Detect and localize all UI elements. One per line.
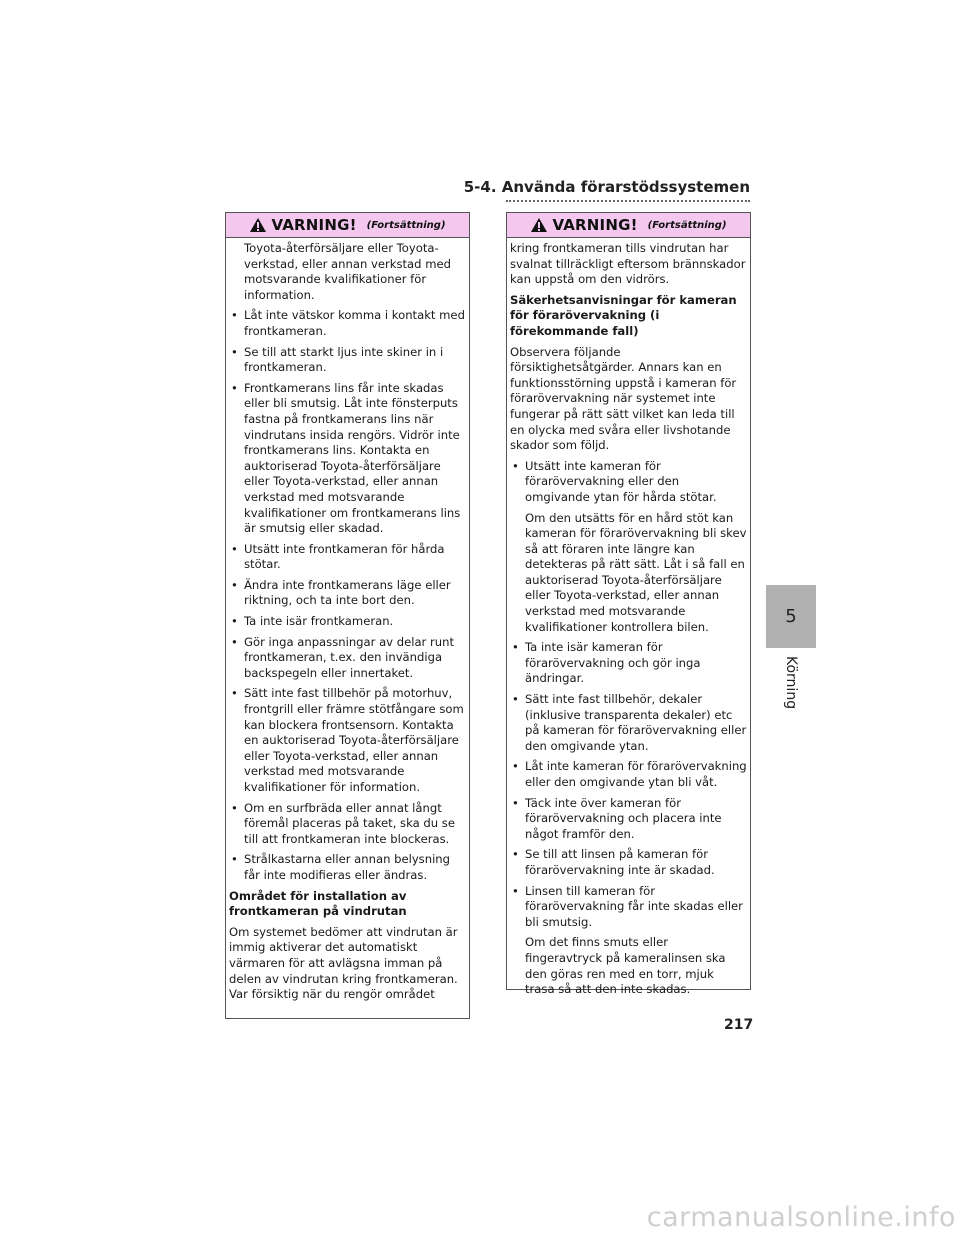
warning-title: VARNING! bbox=[552, 216, 638, 234]
bullet-text: Utsätt inte frontkameran för hårda stötar. bbox=[244, 541, 445, 572]
bullet-item bbox=[229, 614, 466, 630]
bullet-text: Om en surfbräda eller annat långt föremål placeras på taket, ska du se till att frontkameran inte blockeras. bbox=[244, 800, 455, 846]
bullet-text: Ändra inte frontkamerans läge eller riktning, och ta inte bort den. bbox=[244, 577, 451, 608]
bullet-item bbox=[510, 640, 747, 687]
bullet-text: Gör inga anpassningar av delar runt frontkameran, t.ex. den invändiga backspegeln eller innertaket. bbox=[244, 634, 455, 680]
bullet-item bbox=[229, 308, 466, 339]
bullet-text: Se till att linsen på kameran för förarövervakning inte är skadad. bbox=[525, 847, 715, 877]
warning-header bbox=[226, 213, 469, 238]
warning-triangle-icon bbox=[249, 217, 267, 233]
warning-header bbox=[507, 213, 750, 238]
warning-box-right bbox=[506, 212, 751, 997]
bullet-dot-icon: • bbox=[231, 686, 238, 701]
bullet-item bbox=[510, 692, 747, 754]
paragraph: Observera följande försiktighetsåtgärder. Annars kan en funktionsstörning uppstå i kameran för förarövervakning när systemet inte fungerar på rätt sätt vilket kan leda till en olycka med svåra eller livshotande skador som följd. bbox=[510, 344, 737, 453]
bullet-item bbox=[229, 852, 466, 883]
bullet-text: Låt inte vätskor komma i kontakt med frontkameran. bbox=[244, 308, 465, 338]
bullet-dot-icon: • bbox=[231, 614, 238, 629]
watermark: carmanualsonline.info bbox=[646, 1202, 956, 1233]
chapter-label: Körning bbox=[783, 656, 799, 710]
bullet-text: Ta inte isär kameran för förarövervakning och gör inga ändringar. bbox=[525, 640, 701, 686]
warning-body bbox=[507, 238, 750, 998]
subsection-heading: Området för installation av frontkameran på vindrutan bbox=[229, 888, 407, 919]
bullet-continuation: Om det finns smuts eller fingeravtryck på kameralinsen ska den göras ren med en torr, mjuk trasa så att den inte skadas. bbox=[525, 935, 726, 997]
bullet-continuation: Om den utsätts för en hård stöt kan kameran för förarövervakning bli skev så att föraren inte längre kan detekteras på rätt sätt. Låt i så fall en auktoriserad Toyota-återförsäljare eller Toyota-verkstad, eller annan verkstad med motsvarande kvalifikationer kontrollera bilen. bbox=[525, 510, 747, 634]
warning-triangle-icon bbox=[530, 217, 548, 233]
bullet-dot-icon: • bbox=[231, 344, 238, 359]
bullet-text: Strålkastarna eller annan belysning får inte modifieras eller ändras. bbox=[244, 852, 450, 882]
bullet-dot-icon: • bbox=[512, 692, 519, 707]
bullet-dot-icon: • bbox=[231, 577, 238, 592]
bullet-text: Ta inte isär frontkameran. bbox=[244, 614, 394, 629]
bullet-dot-icon: • bbox=[231, 852, 238, 867]
chapter-number: 5 bbox=[785, 606, 797, 627]
bullet-item bbox=[229, 381, 466, 537]
bullet-dot-icon: • bbox=[512, 883, 519, 898]
bullet-text: Sätt inte fast tillbehör, dekaler (inklusive transparenta dekaler) etc på kameran för förarövervakning eller den omgivande ytan. bbox=[525, 692, 747, 753]
bullet-dot-icon: • bbox=[512, 847, 519, 862]
subsection-heading: Säkerhetsanvisningar för kameran för förarövervakning (i förekommande fall) bbox=[510, 292, 737, 338]
bullet-item bbox=[229, 635, 466, 682]
bullet-item bbox=[510, 847, 747, 878]
warning-title: VARNING! bbox=[271, 216, 357, 234]
bullet-text: Utsätt inte kameran för förarövervakning eller den omgivande ytan för hårda stötar. bbox=[525, 458, 717, 504]
warning-continued: (Fortsättning) bbox=[366, 219, 446, 231]
paragraph: kring frontkameran tills vindrutan har svalnat tillräckligt eftersom brännskador kan uppstå om den vidrörs. bbox=[510, 241, 746, 287]
bullet-dot-icon: • bbox=[231, 634, 238, 649]
bullet-dot-icon: • bbox=[512, 458, 519, 473]
bullet-dot-icon: • bbox=[512, 795, 519, 810]
bullet-text: Låt inte kameran för förarövervakning eller den omgivande ytan bli våt. bbox=[525, 759, 747, 789]
bullet-dot-icon: • bbox=[231, 308, 238, 323]
bullet-dot-icon: • bbox=[231, 541, 238, 556]
bullet-text: Linsen till kameran för förarövervakning får inte skadas eller bli smutsig. bbox=[525, 883, 743, 929]
bullet-dot-icon: • bbox=[512, 640, 519, 655]
bullet-dot-icon: • bbox=[231, 380, 238, 395]
bullet-item bbox=[229, 542, 466, 573]
warning-body bbox=[226, 238, 469, 1003]
bullet-text: Se till att starkt ljus inte skiner in i frontkameran. bbox=[244, 344, 444, 375]
section-title: 5-4. Använda förarstödssystemen bbox=[463, 178, 750, 196]
bullet-item bbox=[510, 459, 747, 506]
section-title-rule bbox=[506, 200, 750, 202]
bullet-item bbox=[510, 759, 747, 790]
bullet-text: Täck inte över kameran för förarövervakning och placera inte något framför den. bbox=[525, 795, 722, 841]
page-number: 217 bbox=[724, 1017, 754, 1033]
bullet-dot-icon: • bbox=[231, 800, 238, 815]
bullet-text: Sätt inte fast tillbehör på motorhuv, frontgrill eller främre stötfångare som kan blockera frontsensorn. Kontakta en auktoriserad Toyota-återförsäljare eller Toyota-verkstad, eller annan verkstad med motsvarande kvalifikationer för information. bbox=[244, 686, 464, 794]
warning-continued: (Fortsättning) bbox=[647, 219, 727, 231]
bullet-item bbox=[229, 801, 466, 848]
bullet-item bbox=[510, 884, 747, 931]
bullet-item bbox=[229, 686, 466, 795]
warning-box-left bbox=[225, 212, 470, 1019]
chapter-tab bbox=[766, 585, 816, 648]
paragraph: Om systemet bedömer att vindrutan är immig aktiverar det automatiskt värmaren för att avlägsna imman på delen av vindrutan kring frontkameran. Var försiktig när du rengör området bbox=[229, 924, 458, 1002]
bullet-dot-icon: • bbox=[512, 759, 519, 774]
bullet-item bbox=[229, 345, 466, 376]
bullet-item bbox=[229, 578, 466, 609]
paragraph: Toyota-återförsäljare eller Toyota-verkstad, eller annan verkstad med motsvarande kvalifikationer för information. bbox=[244, 241, 451, 302]
bullet-item bbox=[510, 796, 747, 843]
bullet-text: Frontkamerans lins får inte skadas eller bli smutsig. Låt inte fönsterputs fastna på frontkamerans lins när vindrutans insida rengörs. Vidrör inte frontkamerans lins. Kontakta en auktoriserad Toyota-återförsäljare eller Toyota-verkstad, eller annan verkstad med motsvarande kvalifikationer om frontkamerans lins är smutsig eller skadad. bbox=[244, 380, 461, 536]
